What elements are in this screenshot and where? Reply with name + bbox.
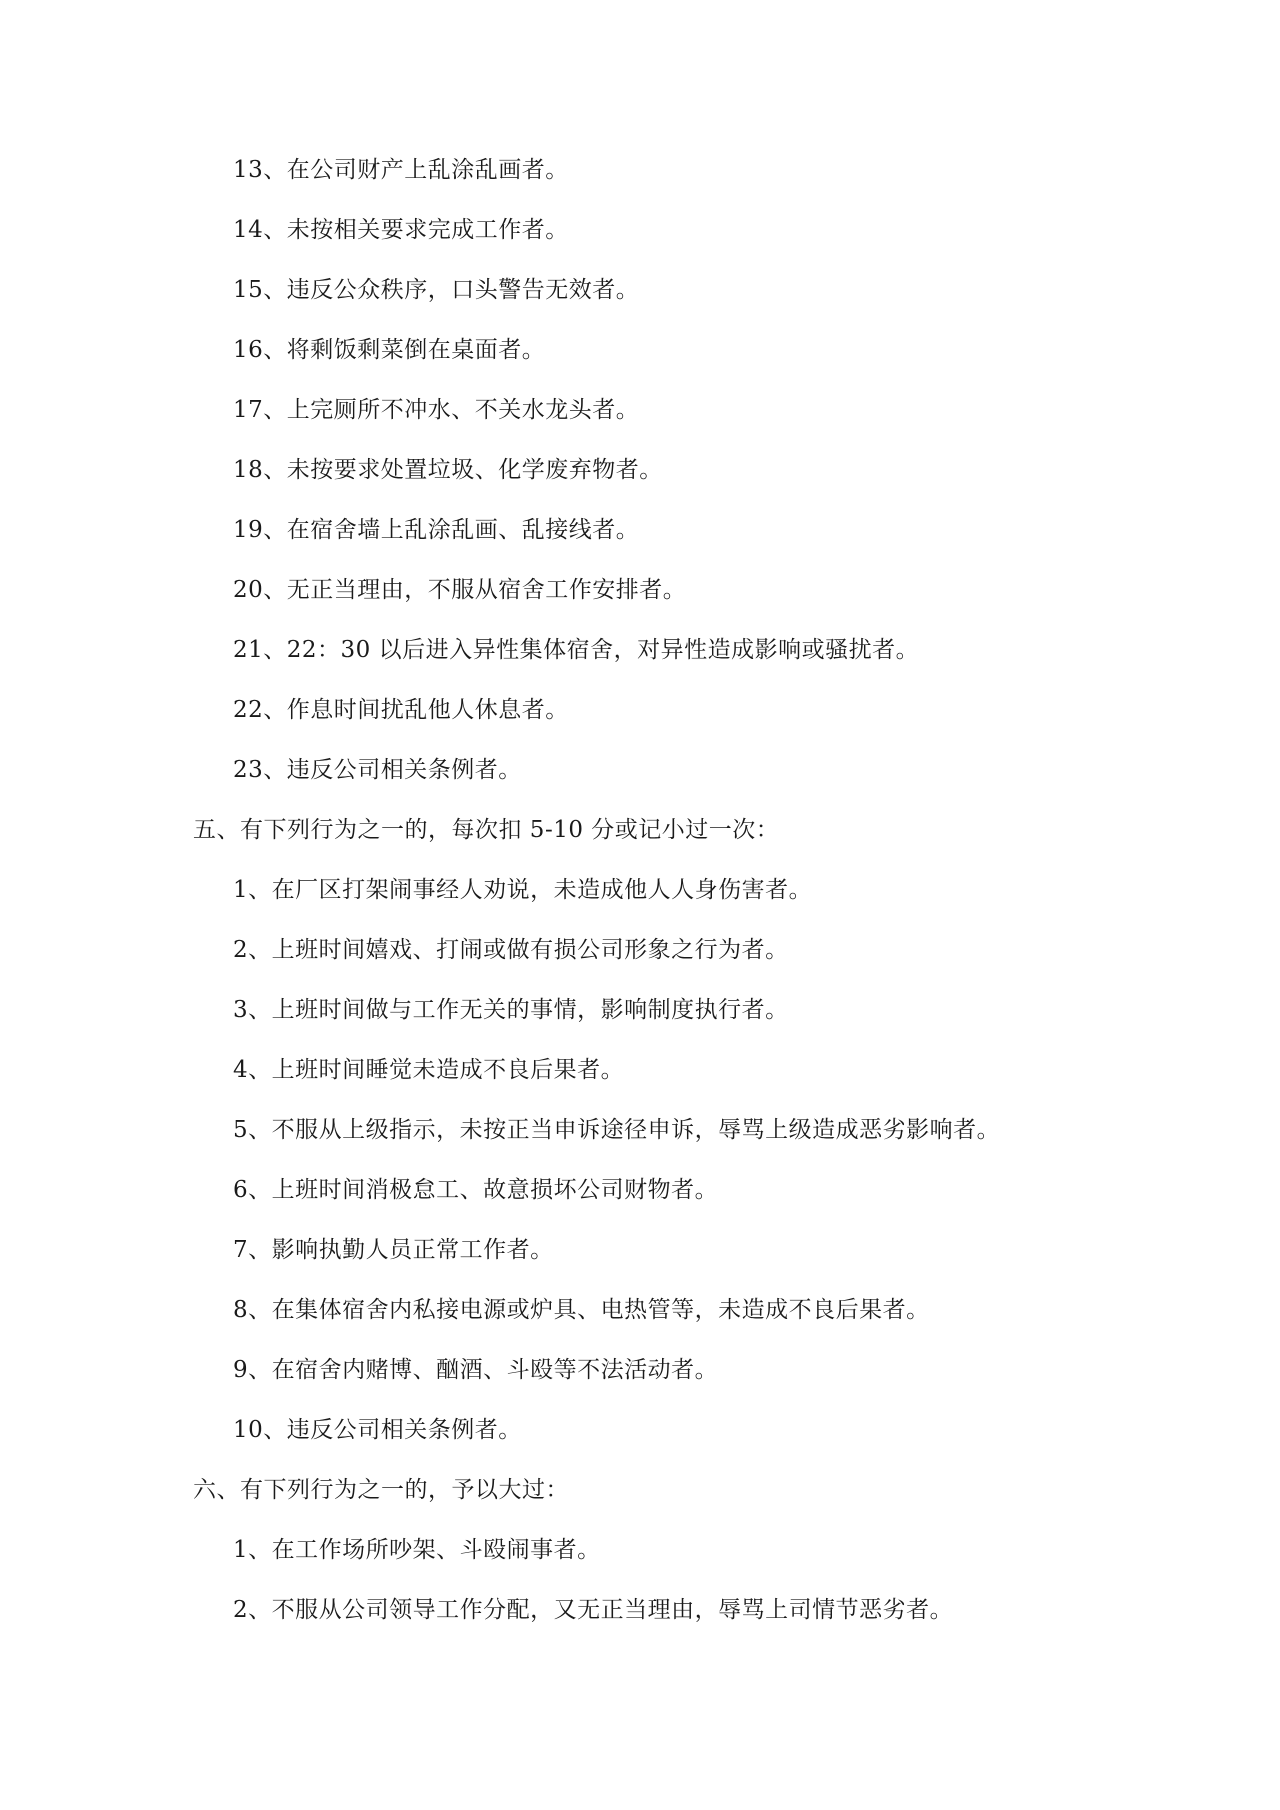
rule-item-20: 20、无正当理由，不服从宿舍工作安排者。 bbox=[233, 577, 687, 603]
rule-item-15: 15、违反公众秩序，口头警告无效者。 bbox=[233, 277, 640, 303]
rule-item-19: 19、在宿舍墙上乱涂乱画、乱接线者。 bbox=[233, 517, 640, 543]
section-heading-five: 五、有下列行为之一的，每次扣 5-10 分或记小过一次： bbox=[193, 817, 780, 843]
rule-item-13: 13、在公司财产上乱涂乱画者。 bbox=[233, 157, 569, 183]
section-heading-six: 六、有下列行为之一的，予以大过： bbox=[193, 1477, 569, 1503]
section5-item-8: 8、在集体宿舍内私接电源或炉具、电热管等，未造成不良后果者。 bbox=[233, 1297, 930, 1323]
rule-item-14: 14、未按相关要求完成工作者。 bbox=[233, 217, 569, 243]
section5-item-10: 10、违反公司相关条例者。 bbox=[233, 1417, 522, 1443]
section6-item-1: 1、在工作场所吵架、斗殴闹事者。 bbox=[233, 1537, 601, 1563]
section5-item-6: 6、上班时间消极怠工、故意损坏公司财物者。 bbox=[233, 1177, 719, 1203]
section6-item-2: 2、不服从公司领导工作分配，又无正当理由，辱骂上司情节恶劣者。 bbox=[233, 1597, 954, 1623]
rule-item-18: 18、未按要求处置垃圾、化学废弃物者。 bbox=[233, 457, 663, 483]
section5-item-5: 5、不服从上级指示，未按正当申诉途径申诉，辱骂上级造成恶劣影响者。 bbox=[233, 1117, 1001, 1143]
section5-item-9: 9、在宿舍内赌博、酗酒、斗殴等不法活动者。 bbox=[233, 1357, 719, 1383]
section5-item-3: 3、上班时间做与工作无关的事情，影响制度执行者。 bbox=[233, 997, 789, 1023]
rule-item-16: 16、将剩饭剩菜倒在桌面者。 bbox=[233, 337, 546, 363]
rule-item-22: 22、作息时间扰乱他人休息者。 bbox=[233, 697, 569, 723]
section5-item-2: 2、上班时间嬉戏、打闹或做有损公司形象之行为者。 bbox=[233, 937, 789, 963]
section5-item-1: 1、在厂区打架闹事经人劝说，未造成他人人身伤害者。 bbox=[233, 877, 813, 903]
rule-item-21: 21、22：30 以后进入异性集体宿舍，对异性造成影响或骚扰者。 bbox=[233, 637, 920, 663]
rule-item-23: 23、违反公司相关条例者。 bbox=[233, 757, 522, 783]
section5-item-7: 7、影响执勤人员正常工作者。 bbox=[233, 1237, 554, 1263]
section5-item-4: 4、上班时间睡觉未造成不良后果者。 bbox=[233, 1057, 625, 1083]
rule-item-17: 17、上完厕所不冲水、不关水龙头者。 bbox=[233, 397, 640, 423]
